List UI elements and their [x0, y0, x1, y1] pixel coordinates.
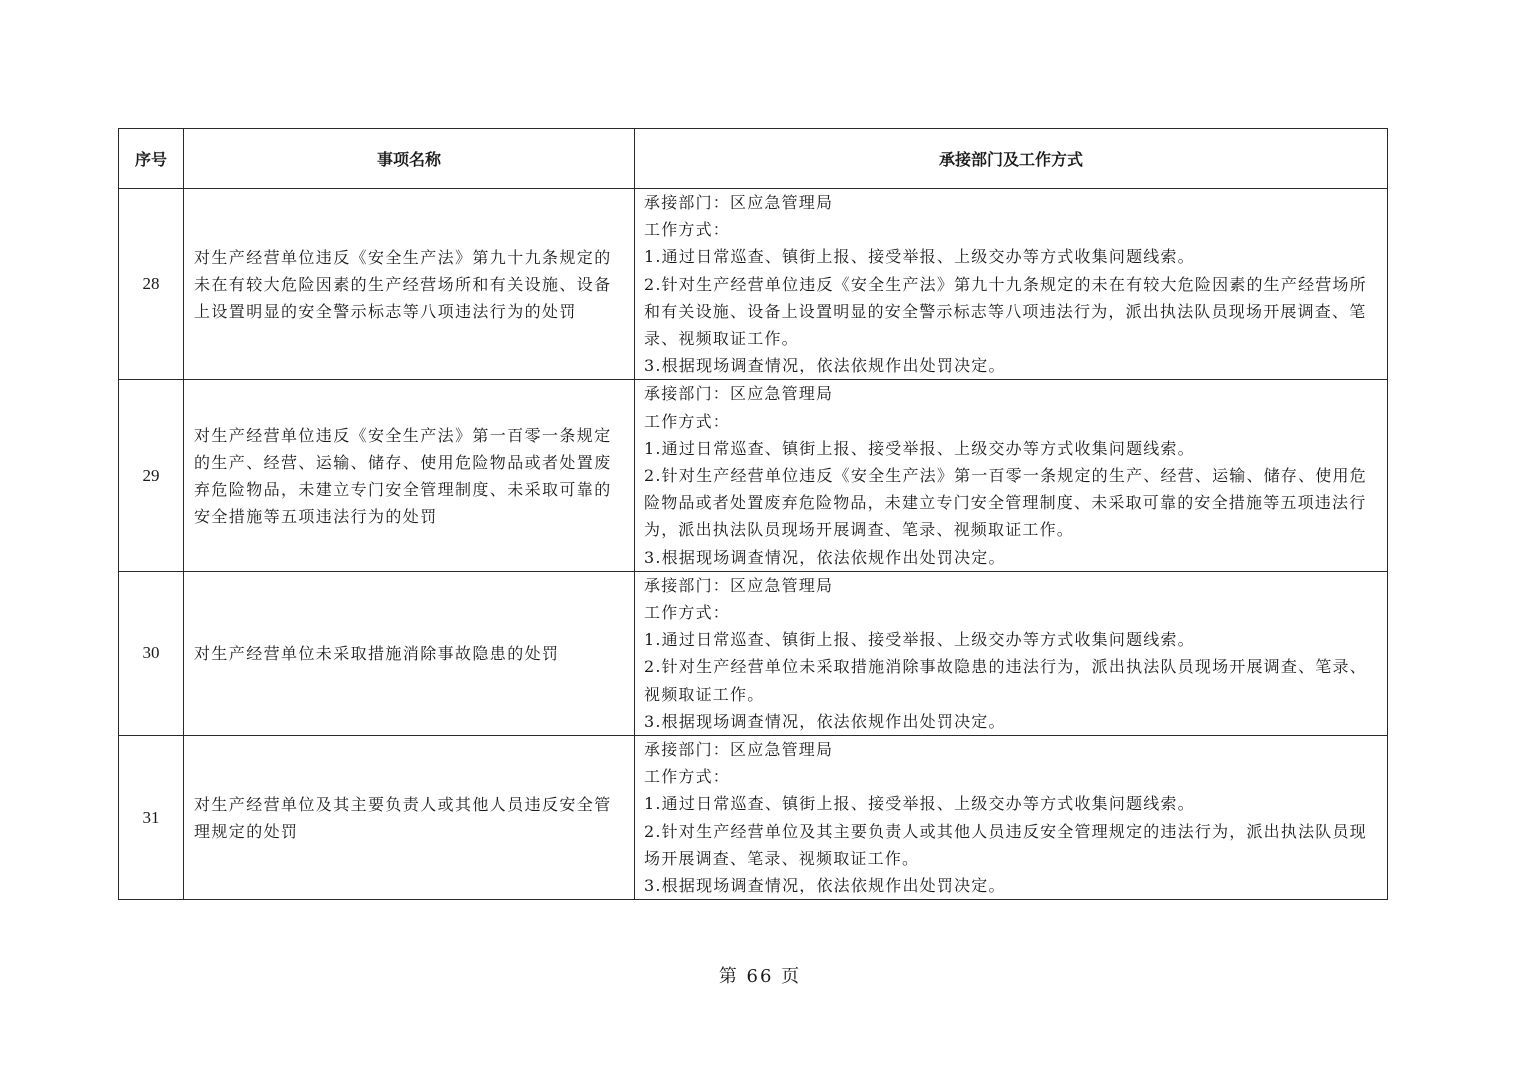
- table-row: [119, 571, 1388, 735]
- row-item-name: 对生产经营单位未采取措施消除事故隐患的处罚: [184, 571, 635, 735]
- header-seq: 序号: [119, 129, 184, 189]
- page-number: 第 66 页: [718, 966, 802, 987]
- method-step: 1.通过日常巡查、镇街上报、接受举报、上级交办等方式收集问题线索。: [644, 630, 1195, 650]
- method-step: 1.通过日常巡查、镇街上报、接受举报、上级交办等方式收集问题线索。: [644, 247, 1195, 267]
- method-step: 1.通过日常巡查、镇街上报、接受举报、上级交办等方式收集问题线索。: [644, 438, 1195, 458]
- method-step: 3.根据现场调查情况，依法依规作出处罚决定。: [644, 547, 1006, 567]
- method-label: 工作方式：: [644, 603, 731, 623]
- items-table: [118, 128, 1388, 900]
- method-step: 3.根据现场调查情况，依法依规作出处罚决定。: [644, 356, 1006, 376]
- dept-line: 承接部门：区应急管理局: [644, 575, 834, 595]
- method-label: 工作方式：: [644, 411, 731, 431]
- dept-line: 承接部门：区应急管理局: [644, 384, 834, 404]
- row-item-name: 对生产经营单位违反《安全生产法》第一百零一条规定的生产、经营、运输、储存、使用危险物品或者处置废弃危险物品，未建立专门安全管理制度、未采取可靠的安全措施等五项违法行为的处罚: [184, 380, 635, 571]
- dept-line: 承接部门：区应急管理局: [644, 193, 834, 212]
- method-step: 2.针对生产经营单位违反《安全生产法》第一百零一条规定的生产、经营、运输、储存、使用危险物品或者处置废弃危险物品，未建立专门安全管理制度、未采取可靠的安全措施等五项违法行为，派出执法队员现场开展调查、笔录、视频取证工作。: [644, 466, 1367, 540]
- method-label: 工作方式：: [644, 220, 731, 240]
- row-dept-method: [635, 736, 1388, 900]
- method-step: 2.针对生产经营单位及其主要负责人或其他人员违反安全管理规定的违法行为，派出执法队员现场开展调查、笔录、视频取证工作。: [644, 821, 1367, 868]
- row-dept-method: [635, 571, 1388, 735]
- table-header-row: [119, 129, 1388, 189]
- method-step: 1.通过日常巡查、镇街上报、接受举报、上级交办等方式收集问题线索。: [644, 794, 1195, 814]
- method-step: 2.针对生产经营单位未采取措施消除事故隐患的违法行为，派出执法队员现场开展调查、笔录、视频取证工作。: [644, 657, 1367, 704]
- method-label: 工作方式：: [644, 767, 731, 787]
- row-seq: 29: [119, 380, 184, 571]
- table-row: [119, 189, 1388, 380]
- method-step: 3.根据现场调查情况，依法依规作出处罚决定。: [644, 711, 1006, 731]
- row-seq: 28: [119, 189, 184, 380]
- row-item-name: 对生产经营单位违反《安全生产法》第九十九条规定的未在有较大危险因素的生产经营场所和有关设施、设备上设置明显的安全警示标志等八项违法行为的处罚: [184, 189, 635, 380]
- table-row: [119, 736, 1388, 900]
- method-step: 2.针对生产经营单位违反《安全生产法》第九十九条规定的未在有较大危险因素的生产经营场所和有关设施、设备上设置明显的安全警示标志等八项违法行为，派出执法队员现场开展调查、笔录、视频取证工作。: [644, 274, 1367, 349]
- header-name: 事项名称: [184, 129, 635, 189]
- row-dept-method: [635, 380, 1388, 571]
- row-seq: 30: [119, 571, 184, 735]
- method-step: 3.根据现场调查情况，依法依规作出处罚决定。: [644, 876, 1006, 896]
- header-dept: 承接部门及工作方式: [635, 129, 1388, 189]
- dept-line: 承接部门：区应急管理局: [644, 740, 834, 760]
- row-item-name: 对生产经营单位及其主要负责人或其他人员违反安全管理规定的处罚: [184, 736, 635, 900]
- table-row: [119, 380, 1388, 571]
- row-seq: 31: [119, 736, 184, 900]
- row-dept-method: [635, 189, 1388, 380]
